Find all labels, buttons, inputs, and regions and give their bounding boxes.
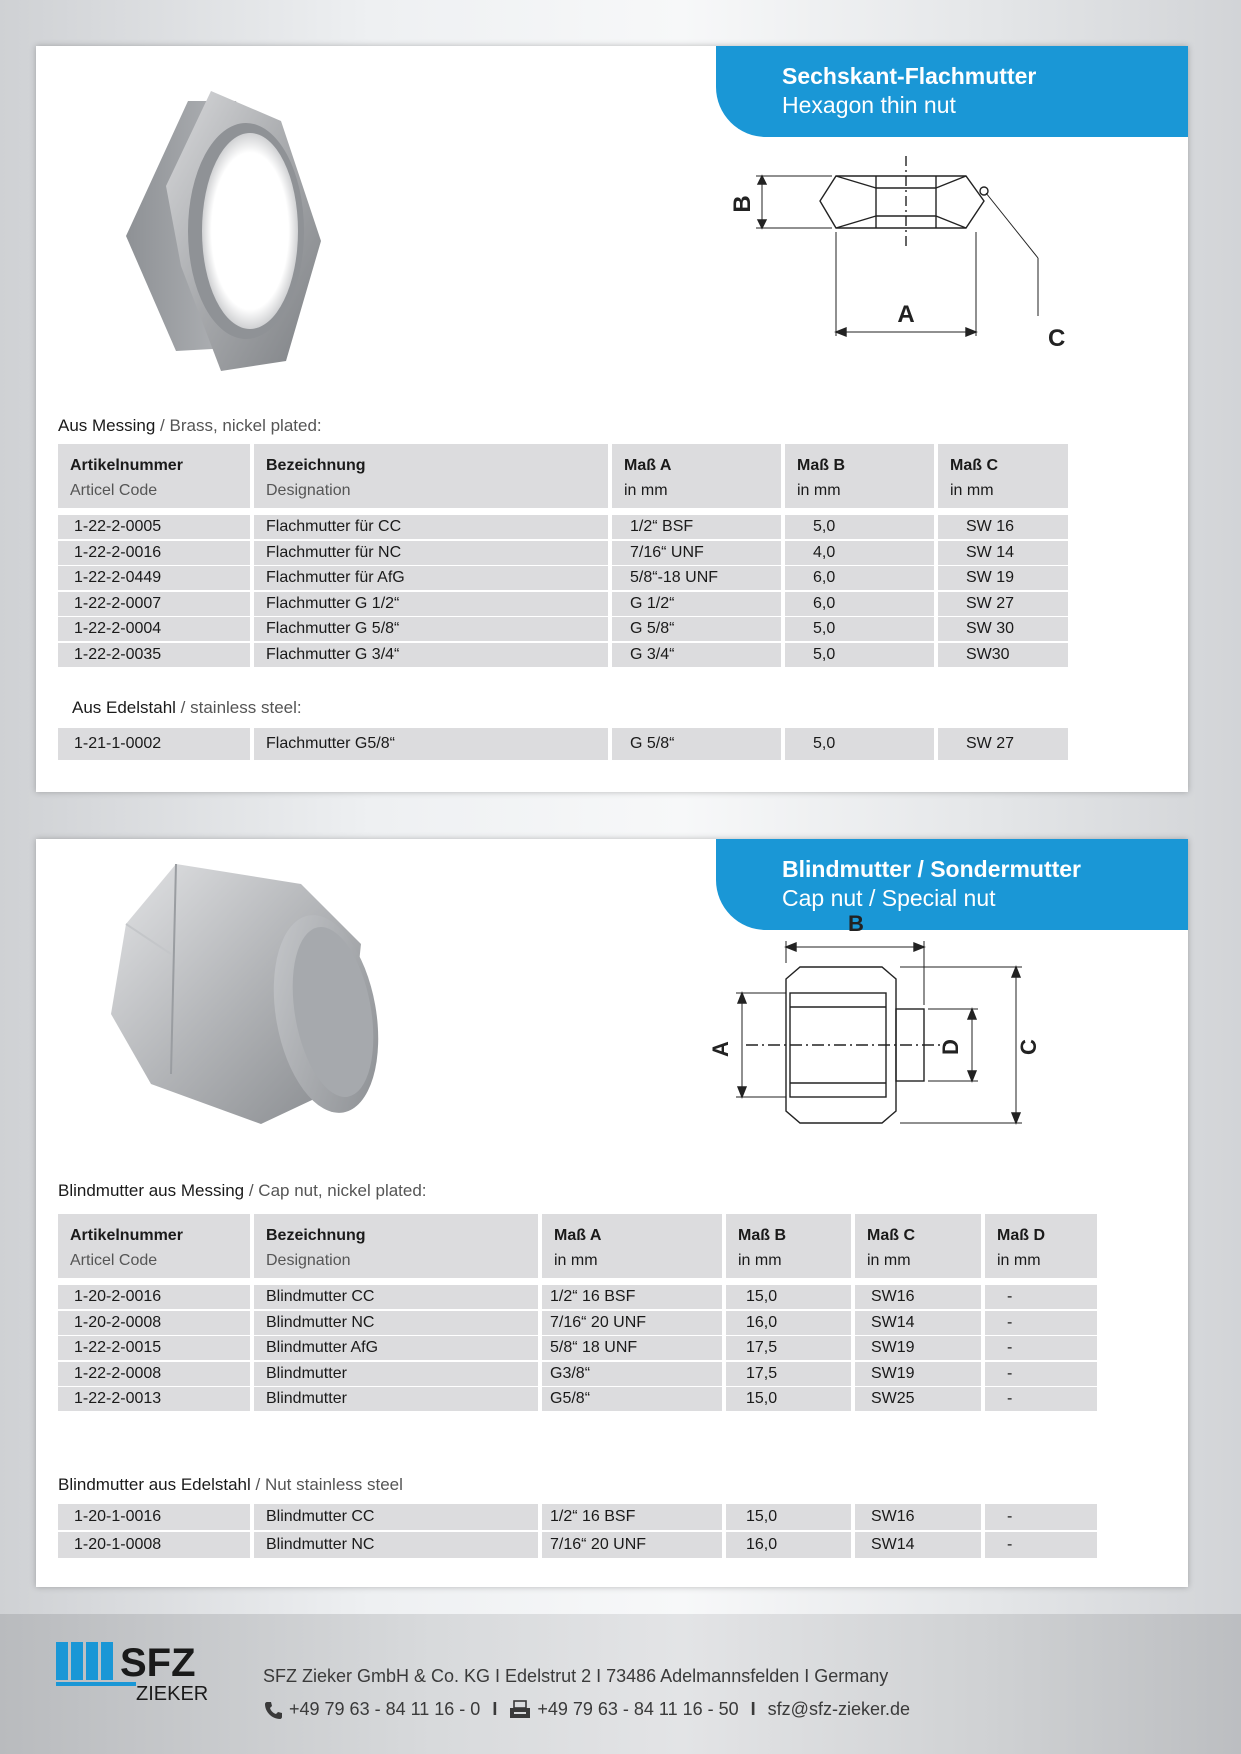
stainless-cap-group-label	[58, 1475, 403, 1495]
footer-separator: I	[750, 1699, 756, 1719]
brass-label-sub: / Brass, nickel plated:	[155, 416, 322, 435]
table-cell: SW19	[855, 1362, 981, 1386]
section-title-de: Blindmutter / Sondermutter	[782, 856, 1082, 882]
table-cell: 15,0	[726, 1387, 851, 1411]
header-label: Maß B	[738, 1227, 786, 1244]
table-cell: SW 14	[938, 541, 1068, 565]
section-title-de: Sechskant-Flachmutter	[782, 63, 1037, 89]
table-cell: 1/2“ BSF	[612, 515, 781, 539]
table-cell: G 5/8“	[612, 728, 781, 760]
cap-nut-panel	[36, 839, 1188, 1587]
table-cell: Flachmutter G 3/4“	[254, 643, 608, 667]
stainless-label-sub: / stainless steel:	[175, 698, 302, 717]
header-sublabel: in mm	[867, 1252, 911, 1269]
header-sublabel: Articel Code	[70, 1252, 158, 1269]
hex-thin-nut-photo	[126, 91, 366, 381]
header-cell	[985, 1214, 1097, 1278]
sfz-zieker-logo	[56, 1632, 226, 1705]
table-cell: Flachmutter für AfG	[254, 566, 608, 590]
header-cell	[785, 444, 934, 508]
hexagon-thin-nut-panel	[36, 46, 1188, 792]
table-cell: 1-20-2-0016	[58, 1285, 250, 1309]
table-cell: G 5/8“	[612, 617, 781, 641]
brass-cap-label-sub: / Cap nut, nickel plated:	[244, 1181, 427, 1200]
header-cell	[254, 1214, 538, 1278]
table-cell: G5/8“	[542, 1387, 722, 1411]
table-cell: SW25	[855, 1387, 981, 1411]
table-cell: SW19	[855, 1336, 981, 1360]
section-title-tab	[716, 46, 1188, 137]
header-cell	[612, 444, 781, 508]
logo-text-top: SFZ	[120, 1641, 196, 1685]
table-cell: 16,0	[726, 1311, 851, 1335]
table-cell: Flachmutter G 5/8“	[254, 617, 608, 641]
header-cell	[58, 444, 250, 508]
table-cell: 7/16“ UNF	[612, 541, 781, 565]
table-cell: 16,0	[726, 1532, 851, 1558]
table-cell: 1-22-2-0007	[58, 592, 250, 616]
stainless-group-label	[72, 698, 302, 718]
table-cell: 1-22-2-0016	[58, 541, 250, 565]
table-cell: SW16	[855, 1504, 981, 1530]
diagram-label-c: C	[1048, 325, 1066, 352]
brass-group-label	[58, 416, 322, 436]
header-sublabel: in mm	[738, 1252, 782, 1269]
brass-cap-group-label	[58, 1181, 427, 1201]
header-sublabel: in mm	[997, 1252, 1041, 1269]
table-cell: 5/8“ 18 UNF	[542, 1336, 722, 1360]
table-cell: 17,5	[726, 1336, 851, 1360]
diagram-label-c: C	[1016, 1039, 1041, 1055]
table-cell: 17,5	[726, 1362, 851, 1386]
table-cell: -	[985, 1387, 1097, 1411]
table-cell: Blindmutter AfG	[254, 1336, 538, 1360]
logo-text-bottom: ZIEKER	[136, 1683, 209, 1705]
table-cell: 1-22-2-0449	[58, 566, 250, 590]
table-cell: 1-20-1-0016	[58, 1504, 250, 1530]
brass-cap-label-main: Blindmutter aus Messing	[58, 1181, 245, 1200]
table-cell: 1-22-2-0008	[58, 1362, 250, 1386]
header-sublabel: Designation	[266, 1252, 351, 1269]
header-sublabel: Articel Code	[70, 482, 158, 499]
table-cell: SW 30	[938, 617, 1068, 641]
stainless-label-main: Aus Edelstahl	[72, 698, 176, 717]
header-cell	[726, 1214, 851, 1278]
table-cell: -	[985, 1311, 1097, 1335]
diagram-label-d: D	[938, 1039, 963, 1055]
table-cell: 1-22-2-0035	[58, 643, 250, 667]
phone-icon	[263, 1700, 283, 1720]
table-cell: Blindmutter CC	[254, 1285, 538, 1309]
fax-icon	[509, 1700, 531, 1720]
footer-address: SFZ Zieker GmbH & Co. KG I Edelstrut 2 I 73486 Adelmannsfelden I Germany	[263, 1666, 889, 1686]
table-cell: 1-20-1-0008	[58, 1532, 250, 1558]
table-cell: G3/8“	[542, 1362, 722, 1386]
cap-nut-photo	[111, 864, 411, 1134]
hex-nut-technical-drawing	[729, 146, 1156, 366]
header-cell	[542, 1214, 722, 1278]
table-cell: Flachmutter G 1/2“	[254, 592, 608, 616]
table-cell: -	[985, 1362, 1097, 1386]
table-cell: SW30	[938, 643, 1068, 667]
table-cell: 6,0	[785, 566, 934, 590]
table-cell: -	[985, 1285, 1097, 1309]
table-cell: 5,0	[785, 643, 934, 667]
table-cell: SW16	[855, 1285, 981, 1309]
table-cell: 5/8“-18 UNF	[612, 566, 781, 590]
footer-email[interactable]: sfz@sfz-zieker.de	[767, 1699, 910, 1719]
cap-nut-technical-drawing	[708, 911, 1166, 1149]
table-cell: SW 27	[938, 728, 1068, 760]
footer-phone[interactable]: +49 79 63 - 84 11 16 - 0	[289, 1699, 481, 1719]
table-cell: 1-22-2-0004	[58, 617, 250, 641]
table-cell: 5,0	[785, 617, 934, 641]
section-title-en: Cap nut / Special nut	[782, 885, 996, 911]
table-cell: 1-22-2-0005	[58, 515, 250, 539]
stainless-cap-label-main: Blindmutter aus Edelstahl	[58, 1475, 251, 1494]
table-cell: G 1/2“	[612, 592, 781, 616]
header-sublabel: in mm	[554, 1252, 598, 1269]
table-cell: 1-20-2-0008	[58, 1311, 250, 1335]
header-cell	[855, 1214, 981, 1278]
table-cell: Blindmutter NC	[254, 1532, 538, 1558]
table-cell: 1-22-2-0015	[58, 1336, 250, 1360]
table-cell: 7/16“ 20 UNF	[542, 1532, 722, 1558]
diagram-label-b: B	[848, 911, 864, 936]
table-cell: 15,0	[726, 1504, 851, 1530]
table-cell: SW14	[855, 1532, 981, 1558]
header-label: Maß C	[867, 1227, 915, 1244]
header-cell	[254, 444, 608, 508]
section-title-en: Hexagon thin nut	[782, 92, 956, 118]
table-cell: 1/2“ 16 BSF	[542, 1504, 722, 1530]
table-cell: Blindmutter NC	[254, 1311, 538, 1335]
table-cell: 1-22-2-0013	[58, 1387, 250, 1411]
header-label: Maß A	[554, 1227, 602, 1244]
diagram-label-a: A	[708, 1041, 733, 1057]
table-cell: Blindmutter	[254, 1362, 538, 1386]
table-cell: G 3/4“	[612, 643, 781, 667]
table-cell: SW 16	[938, 515, 1068, 539]
diagram-label-a: A	[897, 301, 915, 328]
table-cell: -	[985, 1336, 1097, 1360]
footer-contact-line	[263, 1699, 910, 1720]
table-cell: Blindmutter	[254, 1387, 538, 1411]
footer-fax[interactable]: +49 79 63 - 84 11 16 - 50	[537, 1699, 739, 1719]
footer-separator: I	[492, 1699, 498, 1719]
table-cell: SW 27	[938, 592, 1068, 616]
table-cell: 7/16“ 20 UNF	[542, 1311, 722, 1335]
table-cell: Blindmutter CC	[254, 1504, 538, 1530]
header-label: Artikelnummer	[70, 1227, 183, 1244]
header-sublabel: in mm	[797, 482, 841, 499]
table-cell: 5,0	[785, 515, 934, 539]
table-cell: SW14	[855, 1311, 981, 1335]
table-cell: 4,0	[785, 541, 934, 565]
header-sublabel: in mm	[950, 482, 994, 499]
table-cell: -	[985, 1532, 1097, 1558]
header-label: Bezeichnung	[266, 457, 366, 474]
table-cell: 1/2“ 16 BSF	[542, 1285, 722, 1309]
stainless-cap-label-sub: / Nut stainless steel	[250, 1475, 403, 1494]
header-label: Maß D	[997, 1227, 1045, 1244]
table-cell: 5,0	[785, 728, 934, 760]
header-label: Maß C	[950, 457, 998, 474]
header-label: Artikelnummer	[70, 457, 183, 474]
table-cell: 1-21-1-0002	[58, 728, 250, 760]
table-cell: Flachmutter für NC	[254, 541, 608, 565]
brass-label-main: Aus Messing	[58, 416, 156, 435]
header-label: Maß A	[624, 457, 672, 474]
table-cell: 15,0	[726, 1285, 851, 1309]
table-cell: 6,0	[785, 592, 934, 616]
header-cell	[938, 444, 1068, 508]
table-cell: -	[985, 1504, 1097, 1530]
header-label: Bezeichnung	[266, 1227, 366, 1244]
header-sublabel: Designation	[266, 482, 351, 499]
table-cell: SW 19	[938, 566, 1068, 590]
header-cell	[58, 1214, 250, 1278]
header-sublabel: in mm	[624, 482, 668, 499]
header-label: Maß B	[797, 457, 845, 474]
section-title-tab	[716, 839, 1188, 930]
table-cell: Flachmutter für CC	[254, 515, 608, 539]
table-cell: Flachmutter G5/8“	[254, 728, 608, 760]
diagram-label-b: B	[729, 195, 756, 213]
